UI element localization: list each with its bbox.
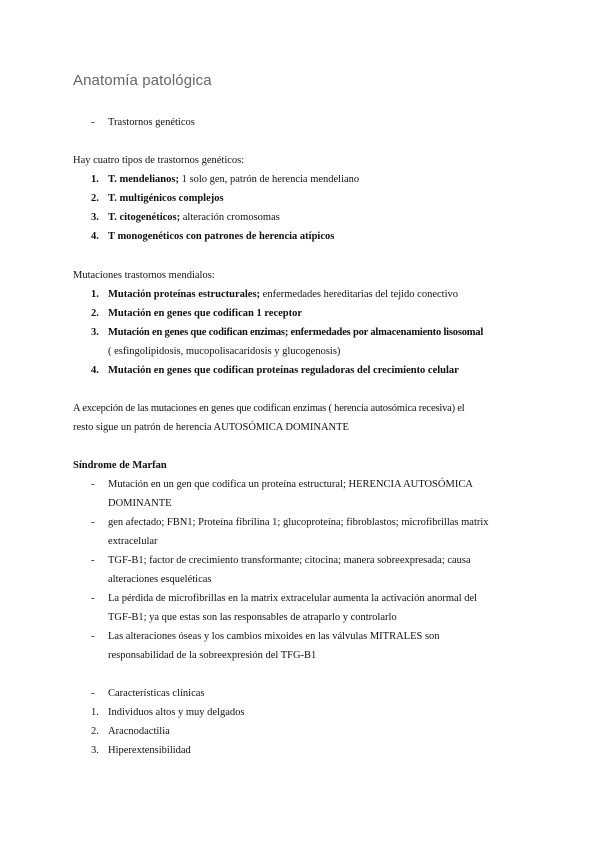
bullet-line: extracelular [108,536,158,547]
list-item-rest: enfermedades hereditarias del tejido conectivo [260,289,458,300]
list-number: 3. [91,745,99,756]
dash-marker: - [91,688,95,699]
list-item-bold: Mutación en genes que codifican enzimas; enfermedades por almacenamiento lisosomal [108,327,484,338]
bullet-line: Las alteraciones óseas y los cambios mixoides en las válvulas MITRALES son [108,631,440,642]
list-item-rest: alteración cromosomas [180,212,280,223]
exception-paragraph-line: A excepción de las mutaciones en genes que codifican enzimas ( herencia autosómica recesiva) el [73,403,465,414]
dash-marker: - [91,555,95,566]
clinical-bullet-text: Características clínicas [108,688,205,699]
clinical-item: Aracnodactilia [108,726,170,737]
list-item-bold: T. mendelianos; [108,174,179,185]
list-item-bold: T. citogenéticos; [108,212,181,223]
list-item [108,230,334,243]
clinical-item: Individuos altos y muy delgados [108,707,245,718]
list-item [108,192,224,205]
list-item-bold: Mutación en genes que codifican proteínas reguladoras del crecimiento celular [108,365,459,376]
bullet-line: gen afectado; FBN1; Proteína fibrilina 1; glucoproteína; fibroblastos; microfibrillas matrix [108,517,489,528]
list-item-bold: T monogenéticos con patrones de herencia atípicos [108,231,335,242]
bullet-line: TGF-B1; ya que estas son las responsables de atraparlo y controlarlo [108,612,397,623]
list-item-bold: Mutación proteínas estructurales; [108,289,261,300]
mutations-intro: Mutaciones trastornos mendialos: [73,270,215,281]
list-number: 4. [91,365,99,376]
list-number: 4. [91,231,99,242]
dash-marker: - [91,479,95,490]
list-item-continuation: ( esfingolipidosis, mucopolisacaridosis y glucogenosis) [108,346,341,357]
list-number: 1. [91,174,99,185]
list-item [108,326,483,339]
bullet-line: alteraciones esqueléticas [108,574,212,585]
intro-text: Hay cuatro tipos de trastornos genéticos: [73,155,245,166]
list-item [108,364,459,377]
exception-paragraph-line: resto sigue un patrón de herencia AUTOSÓMICA DOMINANTE [73,422,349,433]
list-number: 2. [91,726,99,737]
list-number: 2. [91,193,99,204]
list-item [108,288,458,301]
list-item-bold: T. multigénicos complejos [108,193,224,204]
list-item-bold: Mutación en genes que codifican 1 receptor [108,308,303,319]
bullet-line: DOMINANTE [108,498,172,509]
page-title: Anatomía patológica [73,72,212,89]
bullet-line: La pérdida de microfibrillas en la matrix extracelular aumenta la activación anormal del [108,593,478,604]
list-number: 3. [91,327,99,338]
clinical-item: Hiperextensibilidad [108,745,191,756]
list-number: 1. [91,707,99,718]
list-item [108,307,302,320]
list-item [108,211,280,224]
list-number: 2. [91,308,99,319]
top-bullet-text: Trastornos genéticos [108,117,195,128]
bullet-line: Mutación en un gen que codifica un proteína estructural; HERENCIA AUTOSÓMICA [108,479,473,490]
list-number: 1. [91,289,99,300]
section-heading: Síndrome de Marfan [73,460,167,471]
dash-marker: - [91,117,95,128]
bullet-line: responsabilidad de la sobreexpresión del TFG-B1 [108,650,317,661]
list-item [108,173,359,186]
list-number: 3. [91,212,99,223]
dash-marker: - [91,631,95,642]
bullet-line: TGF-B1; factor de crecimiento transformante; citocina; manera sobreexpresada; causa [108,555,471,566]
dash-marker: - [91,593,95,604]
list-item-rest: 1 solo gen, patrón de herencia mendeliano [178,174,360,185]
dash-marker: - [91,517,95,528]
